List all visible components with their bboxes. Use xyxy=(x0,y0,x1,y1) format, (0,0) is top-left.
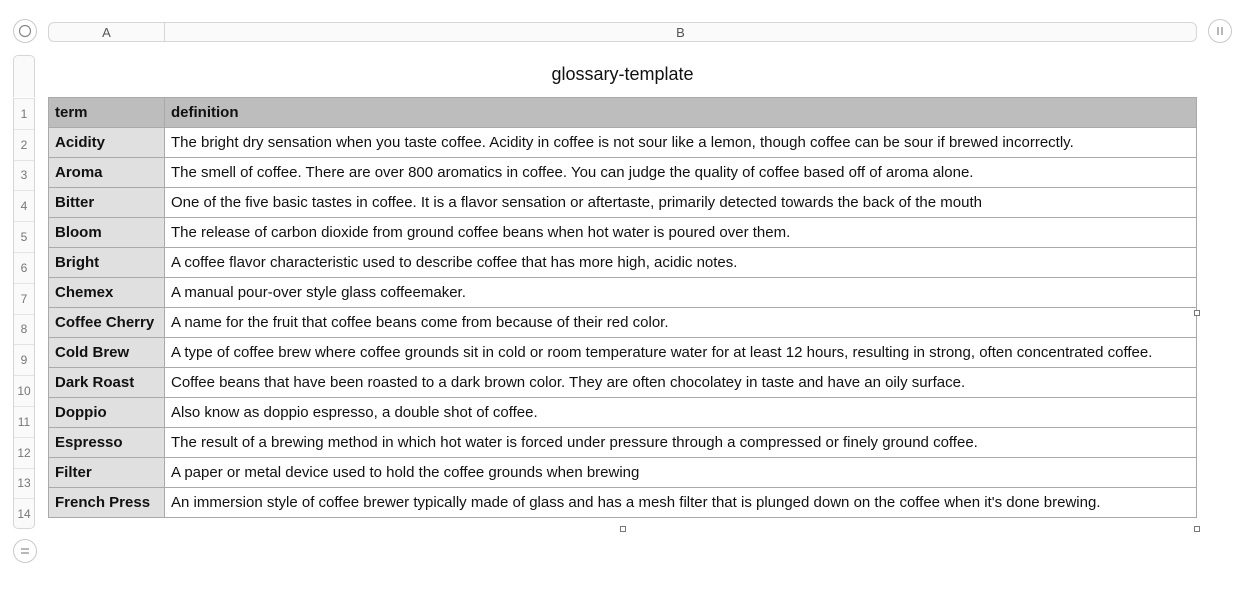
resize-handle-bottom[interactable] xyxy=(620,526,626,532)
table-row xyxy=(49,398,1197,428)
definition-cell[interactable]: An immersion style of coffee brewer typically made of glass and has a mesh filter that is plunged down on the coffee when it's done brewing. xyxy=(165,488,1197,518)
header-cell-definition[interactable]: definition xyxy=(165,98,1197,128)
add-row-button[interactable] xyxy=(13,539,37,563)
resize-handle-right[interactable] xyxy=(1194,310,1200,316)
table-row xyxy=(49,458,1197,488)
header-row xyxy=(49,98,1197,128)
row-header-title-area xyxy=(13,55,35,97)
term-cell[interactable]: French Press xyxy=(49,488,165,518)
column-header-bar xyxy=(48,22,1197,42)
row-number[interactable]: 13 xyxy=(14,468,34,499)
row-number[interactable]: 10 xyxy=(14,375,34,406)
term-cell[interactable]: Espresso xyxy=(49,428,165,458)
term-cell[interactable]: Bright xyxy=(49,248,165,278)
circle-icon xyxy=(18,24,32,38)
term-cell[interactable]: Bitter xyxy=(49,188,165,218)
row-number[interactable]: 6 xyxy=(14,252,34,283)
table-row xyxy=(49,158,1197,188)
table-row xyxy=(49,368,1197,398)
row-number[interactable]: 8 xyxy=(14,314,34,345)
column-header-a[interactable]: A xyxy=(49,23,165,41)
header-cell-term[interactable]: term xyxy=(49,98,165,128)
row-number[interactable]: 11 xyxy=(14,406,34,437)
definition-cell[interactable]: One of the five basic tastes in coffee. It is a flavor sensation or aftertaste, primarily detected towards the back of the mouth xyxy=(165,188,1197,218)
term-cell[interactable]: Aroma xyxy=(49,158,165,188)
row-number[interactable]: 4 xyxy=(14,190,34,221)
term-cell[interactable]: Filter xyxy=(49,458,165,488)
definition-cell[interactable]: The result of a brewing method in which hot water is forced under pressure through a compressed or finely ground coffee. xyxy=(165,428,1197,458)
definition-cell[interactable]: Coffee beans that have been roasted to a dark brown color. They are often chocolatey in taste and have an oily surface. xyxy=(165,368,1197,398)
definition-cell[interactable]: The smell of coffee. There are over 800 aromatics in coffee. You can judge the quality of coffee based off of aroma alone. xyxy=(165,158,1197,188)
table-row xyxy=(49,278,1197,308)
resize-handle-corner[interactable] xyxy=(1194,526,1200,532)
term-cell[interactable]: Acidity xyxy=(49,128,165,158)
table-row xyxy=(49,248,1197,278)
pause-icon xyxy=(1213,24,1227,38)
definition-cell[interactable]: A paper or metal device used to hold the coffee grounds when brewing xyxy=(165,458,1197,488)
row-number[interactable]: 1 xyxy=(14,98,34,129)
definition-cell[interactable]: The bright dry sensation when you taste coffee. Acidity in coffee is not sour like a lemon, though coffee can be sour if brewed incorrectly. xyxy=(165,128,1197,158)
row-number[interactable]: 7 xyxy=(14,283,34,314)
table-row xyxy=(49,218,1197,248)
column-header-b[interactable]: B xyxy=(676,24,685,40)
row-header-bar xyxy=(13,98,35,529)
term-cell[interactable]: Cold Brew xyxy=(49,338,165,368)
term-cell[interactable]: Chemex xyxy=(49,278,165,308)
select-all-table-button[interactable] xyxy=(13,19,37,43)
term-cell[interactable]: Doppio xyxy=(49,398,165,428)
table-row xyxy=(49,338,1197,368)
table-row xyxy=(49,488,1197,518)
term-cell[interactable]: Bloom xyxy=(49,218,165,248)
add-column-button[interactable] xyxy=(1208,19,1232,43)
row-number[interactable]: 12 xyxy=(14,437,34,468)
table-row xyxy=(49,428,1197,458)
row-number[interactable]: 5 xyxy=(14,221,34,252)
table-row xyxy=(49,308,1197,338)
definition-cell[interactable]: Also know as doppio espresso, a double shot of coffee. xyxy=(165,398,1197,428)
definition-cell[interactable]: The release of carbon dioxide from ground coffee beans when hot water is poured over them. xyxy=(165,218,1197,248)
row-number[interactable]: 3 xyxy=(14,160,34,191)
glossary-table xyxy=(48,97,1197,518)
term-cell[interactable]: Coffee Cherry xyxy=(49,308,165,338)
table-row xyxy=(49,188,1197,218)
table-row xyxy=(49,128,1197,158)
term-cell[interactable]: Dark Roast xyxy=(49,368,165,398)
definition-cell[interactable]: A manual pour-over style glass coffeemaker. xyxy=(165,278,1197,308)
row-number[interactable]: 14 xyxy=(14,498,34,529)
table-title[interactable]: glossary-template xyxy=(551,64,694,84)
definition-cell[interactable]: A type of coffee brew where coffee grounds sit in cold or room temperature water for at least 12 hours, resulting in strong, often concentrated coffee. xyxy=(165,338,1197,368)
definition-cell[interactable]: A coffee flavor characteristic used to describe coffee that has more high, acidic notes. xyxy=(165,248,1197,278)
equals-icon xyxy=(18,544,32,558)
row-number[interactable]: 2 xyxy=(14,129,34,160)
row-number[interactable]: 9 xyxy=(14,344,34,375)
definition-cell[interactable]: A name for the fruit that coffee beans come from because of their red color. xyxy=(165,308,1197,338)
